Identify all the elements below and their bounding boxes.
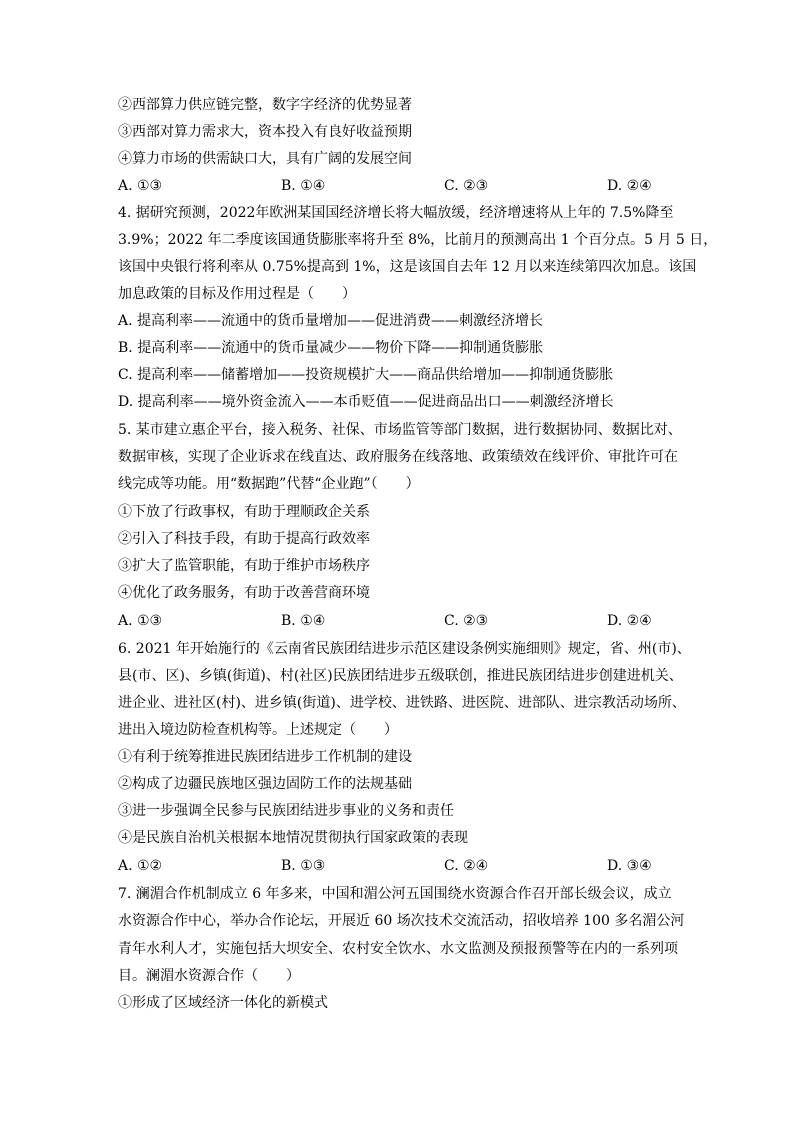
question-7-stem-line-2: 水资源合作中心，举办合作论坛，开展近 60 场次技术交流活动，招收培养 100 多名湄公河 <box>118 913 685 929</box>
question-5-statement-4: ④优化了政务服务，有助于改善营商环境 <box>118 585 370 601</box>
question-7-statement-1: ①形成了区域经济一体化的新模式 <box>118 995 328 1011</box>
question-6-statement-4: ④是民族自治机关根据本地情况贯彻执行国家政策的表现 <box>118 830 468 846</box>
question-6-statement-1: ①有利于统筹推进民族团结进步工作机制的建设 <box>118 749 412 765</box>
question-6-stem-line-3: 进企业、进社区(村)、进乡镇(街道)、进学校、进铁路、进医院、进部队、进宗教活动场所、 <box>118 695 686 711</box>
option-c: C. ②③ <box>444 178 489 194</box>
question-7-stem-line-1: 7. 澜湄合作机制成立 6 年多来，中国和湄公河五国围绕水资源合作召开部长级会议，成立 <box>118 886 672 902</box>
question-4-option-c: C. 提高利率——储蓄增加——投资规模扩大——商品供给增加——抑制通货膨胀 <box>118 367 614 383</box>
question-7-stem-line-3: 青年水利人才，实施包括大坝安全、农村安全饮水、水文监测及预报预警等在内的一系列项 <box>118 941 678 957</box>
option-b: B. ①③ <box>281 858 326 874</box>
question-5-stem-line-2: 数据审核，实现了企业诉求在线直达、政府服务在线落地、政策绩效在线评价、审批许可在 <box>118 449 678 465</box>
option-b: B. ①④ <box>281 178 326 194</box>
question-3-statement-3: ③西部对算力需求大，资本投入有良好收益预期 <box>118 124 412 140</box>
question-5-options <box>118 612 718 630</box>
option-c: C. ②③ <box>444 613 489 629</box>
option-a: A. ①③ <box>118 613 163 629</box>
option-d: D. ③④ <box>607 858 652 874</box>
question-4-option-b: B. 提高利率——流通中的货币量减少——物价下降——抑制通货膨胀 <box>118 340 544 356</box>
question-3-statement-4: ④算力市场的供需缺口大，具有广阔的发展空间 <box>118 151 412 167</box>
option-a: A. ①③ <box>118 178 163 194</box>
question-4-option-a: A. 提高利率——流通中的货币量增加——促进消费——刺激经济增长 <box>118 313 544 329</box>
question-5-statement-1: ①下放了行政事权，有助于理顺政企关系 <box>118 504 370 520</box>
question-6-stem-line-1: 6. 2021 年开始施行的《云南省民族团结进步示范区建设条例实施细则》规定，省、州(市)、 <box>118 641 691 657</box>
option-d: D. ②④ <box>607 178 652 194</box>
question-6-statement-2: ②构成了边疆民族地区强边固防工作的法规基础 <box>118 776 412 792</box>
question-3-statement-2: ②西部算力供应链完整，数字字经济的优势显著 <box>118 97 412 113</box>
question-5-stem-line-1: 5. 某市建立惠企平台，接入税务、社保、市场监管等部门数据，进行数据协同、数据比对、 <box>118 422 682 438</box>
question-4-stem-line-1: 4. 据研究预测，2022年欧洲某国国经济增长将大幅放缓，经济增速将从上年的 7.5%降至 <box>118 205 674 221</box>
option-a: A. ①② <box>118 858 163 874</box>
question-7-stem-line-4: 目。澜湄水资源合作（ ） <box>118 968 300 984</box>
question-4-stem-line-3: 该国中央银行将利率从 0.75%提高到 1%，这是该国自去年 12 月以来连续第四次加息。该国 <box>118 259 697 275</box>
question-3-options <box>118 177 718 195</box>
question-5-stem-line-3: 线完成等功能。用“数据跑”代替“企业跑”（ ） <box>118 476 420 492</box>
option-b: B. ①④ <box>281 613 326 629</box>
question-4-option-d: D. 提高利率——境外资金流入——本币贬值——促进商品出口——刺激经济增长 <box>118 394 614 410</box>
question-5-statement-2: ②引入了科技手段，有助于提高行政效率 <box>118 531 370 547</box>
option-c: C. ②④ <box>444 858 489 874</box>
question-4-stem-line-2: 3.9%；2022 年二季度该国通货膨胀率将升至 8%，比前月的预测高出 1 个百分点。5 月 5 日， <box>118 232 718 248</box>
question-6-options <box>118 857 718 875</box>
question-4-stem-line-4: 加息政策的目标及作用过程是（ ） <box>118 286 356 302</box>
option-d: D. ②④ <box>607 613 652 629</box>
question-6-statement-3: ③进一步强调全民参与民族团结进步事业的义务和责任 <box>118 803 454 819</box>
question-5-statement-3: ③扩大了监管职能，有助于维护市场秩序 <box>118 558 370 574</box>
question-6-stem-line-4: 进出入境边防检查机构等。上述规定（ ） <box>118 722 398 738</box>
question-6-stem-line-2: 县(市、区)、乡镇(街道)、村(社区)民族团结进步五级联创，推进民族团结进步创建进机关、 <box>118 668 683 684</box>
